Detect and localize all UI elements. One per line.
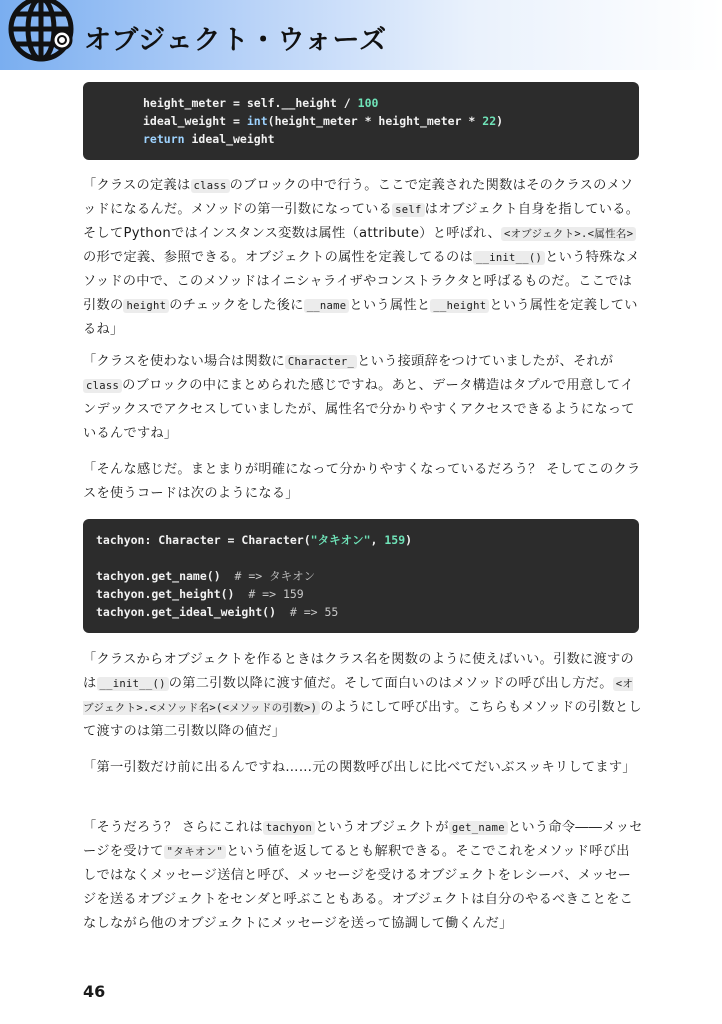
code-line: tachyon: Character = Character("タキオン", 159) (96, 533, 413, 547)
inline-code: self (392, 203, 425, 217)
paragraph-usage-intro: 「そんな感じだ。まとまりが明確になって分かりやすくなっているだろう？ そしてこのクラスを使うコードは次のようになる」 (83, 462, 641, 501)
inline-code: <オブジェクト>.<メソッド名>(<メソッドの引数>) (83, 678, 634, 714)
code-line: return ideal_weight (143, 132, 275, 146)
code-line: ideal_weight = int(height_meter * height_meter * 22) (143, 114, 504, 128)
code-line: tachyon.get_name() # => タキオン (96, 569, 316, 583)
inline-code: <オブジェクト>.<属性名> (501, 227, 636, 241)
inline-code: class (191, 179, 230, 193)
inline-code: __height (430, 299, 489, 313)
code-block-weight (83, 82, 639, 160)
paragraph-message-passing: 「そうだろう？ さらにこれは tachyon というオブジェクトが get_name という命令――メッセージを受けて "タキオン" という値を返してるとも解釈できる。そこでこれをメソッド呼び出しではなくメッセージ送信と呼び、メッセージを受けるオブジェクトをレシーバ、メッセージを送るオブジェクトをセンダと呼ぶこともある。オブジェクトは自分のやるべきことをこなしながら他のオブジェクトにメッセージを送って協調して働くんだ」 (83, 820, 643, 931)
inline-code: __name (304, 299, 350, 313)
globe-icon (4, 0, 78, 70)
inline-code: class (83, 379, 122, 393)
paragraph-class-definition: 「クラスの定義は class のブロックの中で行う。ここで定義された関数はそのクラスのメソッドになるんだ。メソッドの第一引数になっている self はオブジェクト自身を指している。そしてPythonではインスタンス変数は属性（attribute）と呼ばれ、 <オブジェクト>.<属性名>の形で定義、参照できる。オブジェクトの属性を定義してるのは __init__() という特殊なメソッドの中で、このメソッドはイニシャライザやコンストラクタと呼ばるものだ。ここでは引数の height のチェックをした後に __name という属性と __height という属性を定義しているね」 (83, 178, 640, 337)
code-block-usage (83, 519, 639, 633)
inline-code: __init__() (473, 251, 545, 265)
code-line: tachyon.get_ideal_weight() # => 55 (96, 605, 339, 619)
inline-code: "タキオン" (164, 845, 226, 859)
paragraph-object-creation: 「クラスからオブジェクトを作るときはクラス名を関数のように使えばいい。引数に渡すのは __init__() の第二引数以降に渡す値だ。そして面白いのはメソッドの呼び出し方だ。 <オブジェクト>.<メソッド名>(<メソッドの引数>) のようにして呼び出す。こちらもメソッドの引数として渡すのは第二引数以降の値だ」 (83, 652, 642, 739)
inline-code: tachyon (263, 821, 315, 835)
code-line-blank (96, 549, 639, 567)
chapter-header (0, 0, 722, 70)
code-line: tachyon.get_height() # => 159 (96, 587, 304, 601)
inline-code: height (123, 299, 169, 313)
paragraph-first-argument: 「第一引数だけ前に出るんですね……元の関数呼び出しに比べてだいぶスッキリしてます」 (83, 760, 636, 775)
chapter-title: オブジェクト・ウォーズ (84, 25, 388, 56)
inline-code: __init__() (97, 677, 169, 691)
page-number: 46 (83, 982, 106, 1001)
code-line: height_meter = self.__height / 100 (143, 96, 379, 110)
inline-code: Character_ (285, 355, 357, 369)
paragraph-without-class: 「クラスを使わない場合は関数に Character_ という接頭辞をつけていましたが、それがclass のブロックの中にまとめられた感じですね。あと、データ構造はタプルで用意してインデックスでアクセスしていましたが、属性名で分かりやすくアクセスできるようになっているんですね」 (83, 354, 635, 441)
inline-code: get_name (449, 821, 508, 835)
